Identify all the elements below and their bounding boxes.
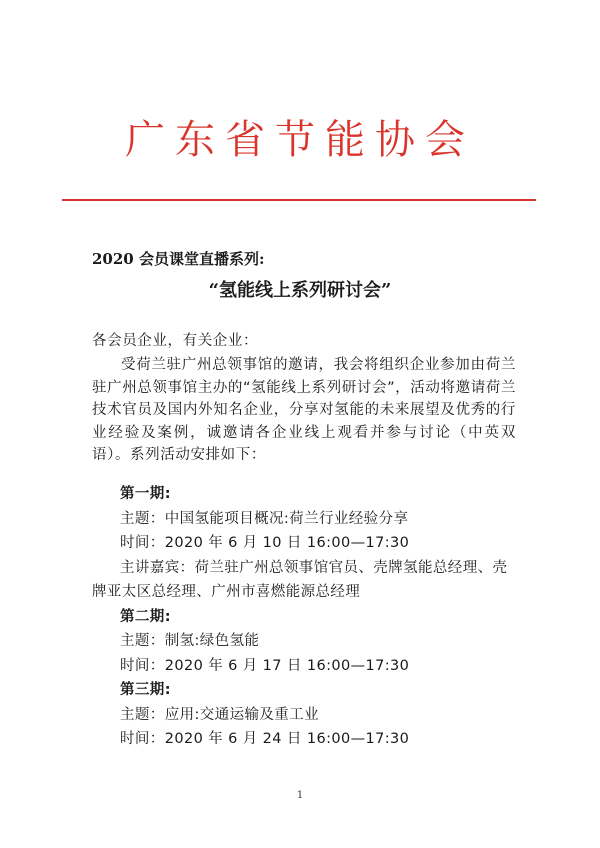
header-red-rule: [62, 199, 536, 201]
session-3-title: 第三期:: [120, 682, 171, 698]
session-1-time: 时间：2020 年 6 月 10 日 16:00—17:30: [120, 535, 410, 551]
organization-title: 广东省节能协会: [125, 117, 475, 163]
schedule: [92, 482, 522, 752]
session-2-title: 第二期:: [120, 608, 171, 625]
session-2-topic: 主题：制氢:绿色氢能: [120, 633, 260, 649]
page-number: 1: [296, 790, 304, 801]
session-1-title: 第一期:: [120, 486, 171, 502]
series-label: 2020 会员课堂直播系列:: [92, 250, 265, 268]
session-3-time: 时间：2020 年 6 月 24 日 16:00—17:30: [120, 731, 410, 747]
session-1-topic: 主题：中国氢能项目概况:荷兰行业经验分享: [120, 510, 409, 527]
salutation: 各会员企业，有关企业：: [92, 333, 259, 349]
intro-paragraph: 受荷兰驻广州总领事馆的邀请，我会将组织企业参加由荷兰驻广州总领事馆主办的“氢能线上系列研讨会”，活动将邀请荷兰技术官员及国内外知名企业，分享对氢能的未来展望及优秀的行业经验及案例，诚邀请各企业线上观看并参与讨论（中英双语）。系列活动安排如下：: [92, 357, 516, 463]
session-2-time: 时间：2020 年 6 月 17 日 16:00—17:30: [120, 657, 410, 674]
session-3-topic: 主题：应用:交通运输及重工业: [120, 706, 319, 723]
session-1-speakers: 主讲嘉宾：荷兰驻广州总领事馆官员、壳牌氢能总经理、壳牌亚太区总经理、广州市喜燃能源总经理: [92, 559, 508, 600]
topic-title: “氢能线上系列研讨会”: [208, 280, 392, 301]
